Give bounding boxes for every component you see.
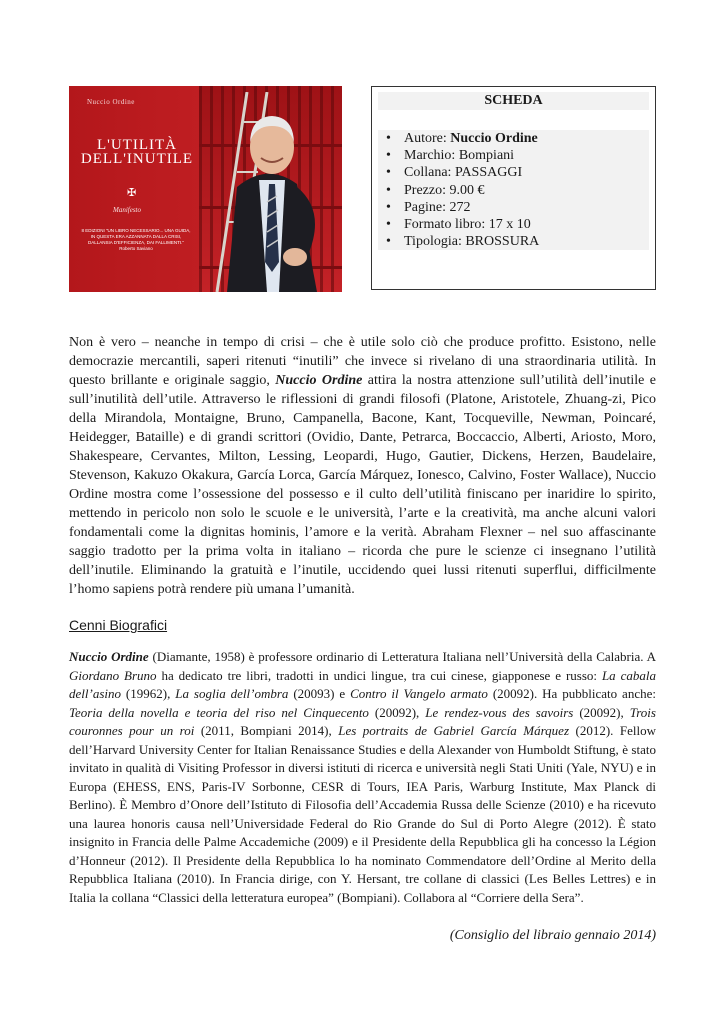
cover-author: Nuccio Ordine [87,98,135,106]
info-value: PASSAGGI [454,165,523,181]
description-author: Nuccio Ordine [275,373,363,388]
bio-italic: La soglia dell’ombra [175,686,289,701]
bio-italic: Contro il Vangelo armato [350,686,488,701]
bio-paragraph [69,648,656,907]
info-value: 17 x 10 [488,217,531,233]
bio-italic: La cabala dell’asino [69,667,656,701]
bio-italic: Le rendez-vous des savoirs [425,704,574,720]
info-label: Marchio: [404,148,459,164]
description-paragraph [69,333,656,599]
info-item-type [378,233,649,250]
bio-name: Nuccio Ordine [69,649,149,664]
cover-subtitle: Manifesto [113,206,141,214]
bio-text: (2012). Fellow dell’Harvard University Center for Italian Renaissance Studies e della Alexander von Humboldt Stiftung, è stato invitato in qualità di Visiting Professor in diversi istituti di ricerca e università negli Stati Uniti (Yale, NYU) e in Europa (EHESS, ENS, Paris-IV Sorbonne, CESR di Tours, IEA Paris, Warburg Institute, Max Planck di Berlino). È Membro d’Onore dell’Istituto di Filosofia dell’Accademia Russa delle Scienze (2010) e ha ricevuto una laurea honoris causa nell’Universidade Federal do Rio Grande do Sul di Porto Alegre (2012). È stato insignito in Francia delle Palme Accademiche (2009) e il Presidente della Repubblica gli ha concesso la Légion d’Honneur (2012). Il Presidente della Repubblica lo ha nominato Commendatore dell’Ordine al Merito della Repubblica Italiana (2010). In Francia dirige, con Y. Hersant, tre collane di classici (Les Belles Lettres) e in Italia la collana “Classici della letteratura europea” (Bompiani). Collabora al “Corriere della Sera”. [69,723,656,905]
info-item-price [378,182,649,199]
bio-text: (2011, Bompiani 2014), [194,723,339,738]
bio-text: (20093) e [288,686,351,701]
bio-italic: Les portraits de Gabriel García Márquez [338,723,570,738]
bio-text: (20092), [368,704,426,720]
info-list [378,130,649,250]
bio-italic: Giordano Bruno [69,667,157,683]
info-value: 9.00 € [449,182,485,198]
book-info-box [371,86,656,290]
info-label: Prezzo: [404,182,450,198]
bio-italic: Trois couronnes pour un roi [69,704,656,738]
info-value: Nuccio Ordine [450,131,538,146]
description-text: attira la nostra attenzione sull’utilità dell’inutile e sull’inutilità dell’utile. Attraverso le riflessioni di grandi filosofi (Platone, Aristotele, Zhuang-zi, Pico della Mirandola, Montaigne, Bruno, Campanella, Bacone, Kant, Tocqueville, Newman, Poincaré, Heidegger, Bataille) e di grandi scrittori (Ovidio, Dante, Petrarca, Boccaccio, Alberti, Ariosto, Moro, Shakespeare, Cervantes, Milton, Lessing, Leopardi, Hugo, Gautier, Dickens, Herzen, Baudelaire, Stevenson, Kakuzo Okakura, García Lorca, García Márquez, Ionesco, Calvino, Foster Wallace), Nuccio Ordine mostra come l’ossessione del possesso e il culto dell’utilità finiscano per inaridire lo spirito, mettendo in pericolo non solo le scuole e le università, l’arte e la creatività, ma anche alcuni valori fondamentali come la dignitas hominis, l’amore e la verità. Abraham Flexner – nel suo affascinante saggio tradotto per la prima volta in italiano – ricorda che pure le scienze ci insegnano l’utilità dell’inutile. Eliminando la gratuità e l’inutile, uccidendo quei lussi ritenuti superflui, difficilmente l’homo sapiens potrà rendere più umana l’umanità. [69,373,656,597]
info-item-series [378,164,649,181]
cover-title: L'UTILITÀ DELL'INUTILE [80,137,194,167]
bio-heading: Cenni Biografici [69,617,168,633]
info-item-pages [378,199,649,216]
cover-blurb: 8 EDIZIONI "UN LIBRO NECESSARIO... UNA GUIDA, IN QUESTA ERA AZZANNATA DALLA CRISI, DALLANSIA D'EFFICIENZA, DAI FALLIMENTI." Roberto Saviano [81,228,191,251]
bio-text: ha dedicato tre libri, tradotti in undici lingue, tra cui cinese, giapponese e russo: [156,667,602,683]
info-label: Collana: [404,165,455,181]
info-box-title: SCHEDA [378,92,649,110]
bio-text: (Diamante, 1958) è professore ordinario di Letteratura Italiana nell’Università della Calabria. A [148,649,656,664]
bio-text: (20092). Ha pubblicato anche: [487,686,656,701]
info-label: Tipologia: [404,234,466,250]
info-item-brand [378,147,649,164]
bio-italic: Teoria della novella e teoria del riso nel Cinquecento [69,704,369,720]
cover-emblem-icon: ✠ [127,187,137,199]
info-label: Autore: [404,131,451,146]
info-label: Pagine: [404,199,450,215]
description-text: Non è vero – neanche in tempo di crisi – che è utile solo ciò che produce profitto. Esistono, nelle democrazie mercantili, saperi ritenuti “inutili” che invece si rivelano di una straordinaria utilità. In questo brillante e originale saggio, [69,335,656,388]
info-value: 272 [449,199,471,215]
source-citation: (Consiglio del libraio gennaio 2014) [449,928,656,943]
info-item-author [378,130,649,147]
bio-text: (20092), [573,704,630,720]
info-value: Bompiani [458,148,515,164]
book-cover-image [69,86,342,292]
info-label: Formato libro: [404,217,489,233]
info-value: BROSSURA [465,234,540,250]
info-item-format [378,216,649,233]
bio-text: (19962), [121,686,176,701]
author-portrait [187,92,342,292]
